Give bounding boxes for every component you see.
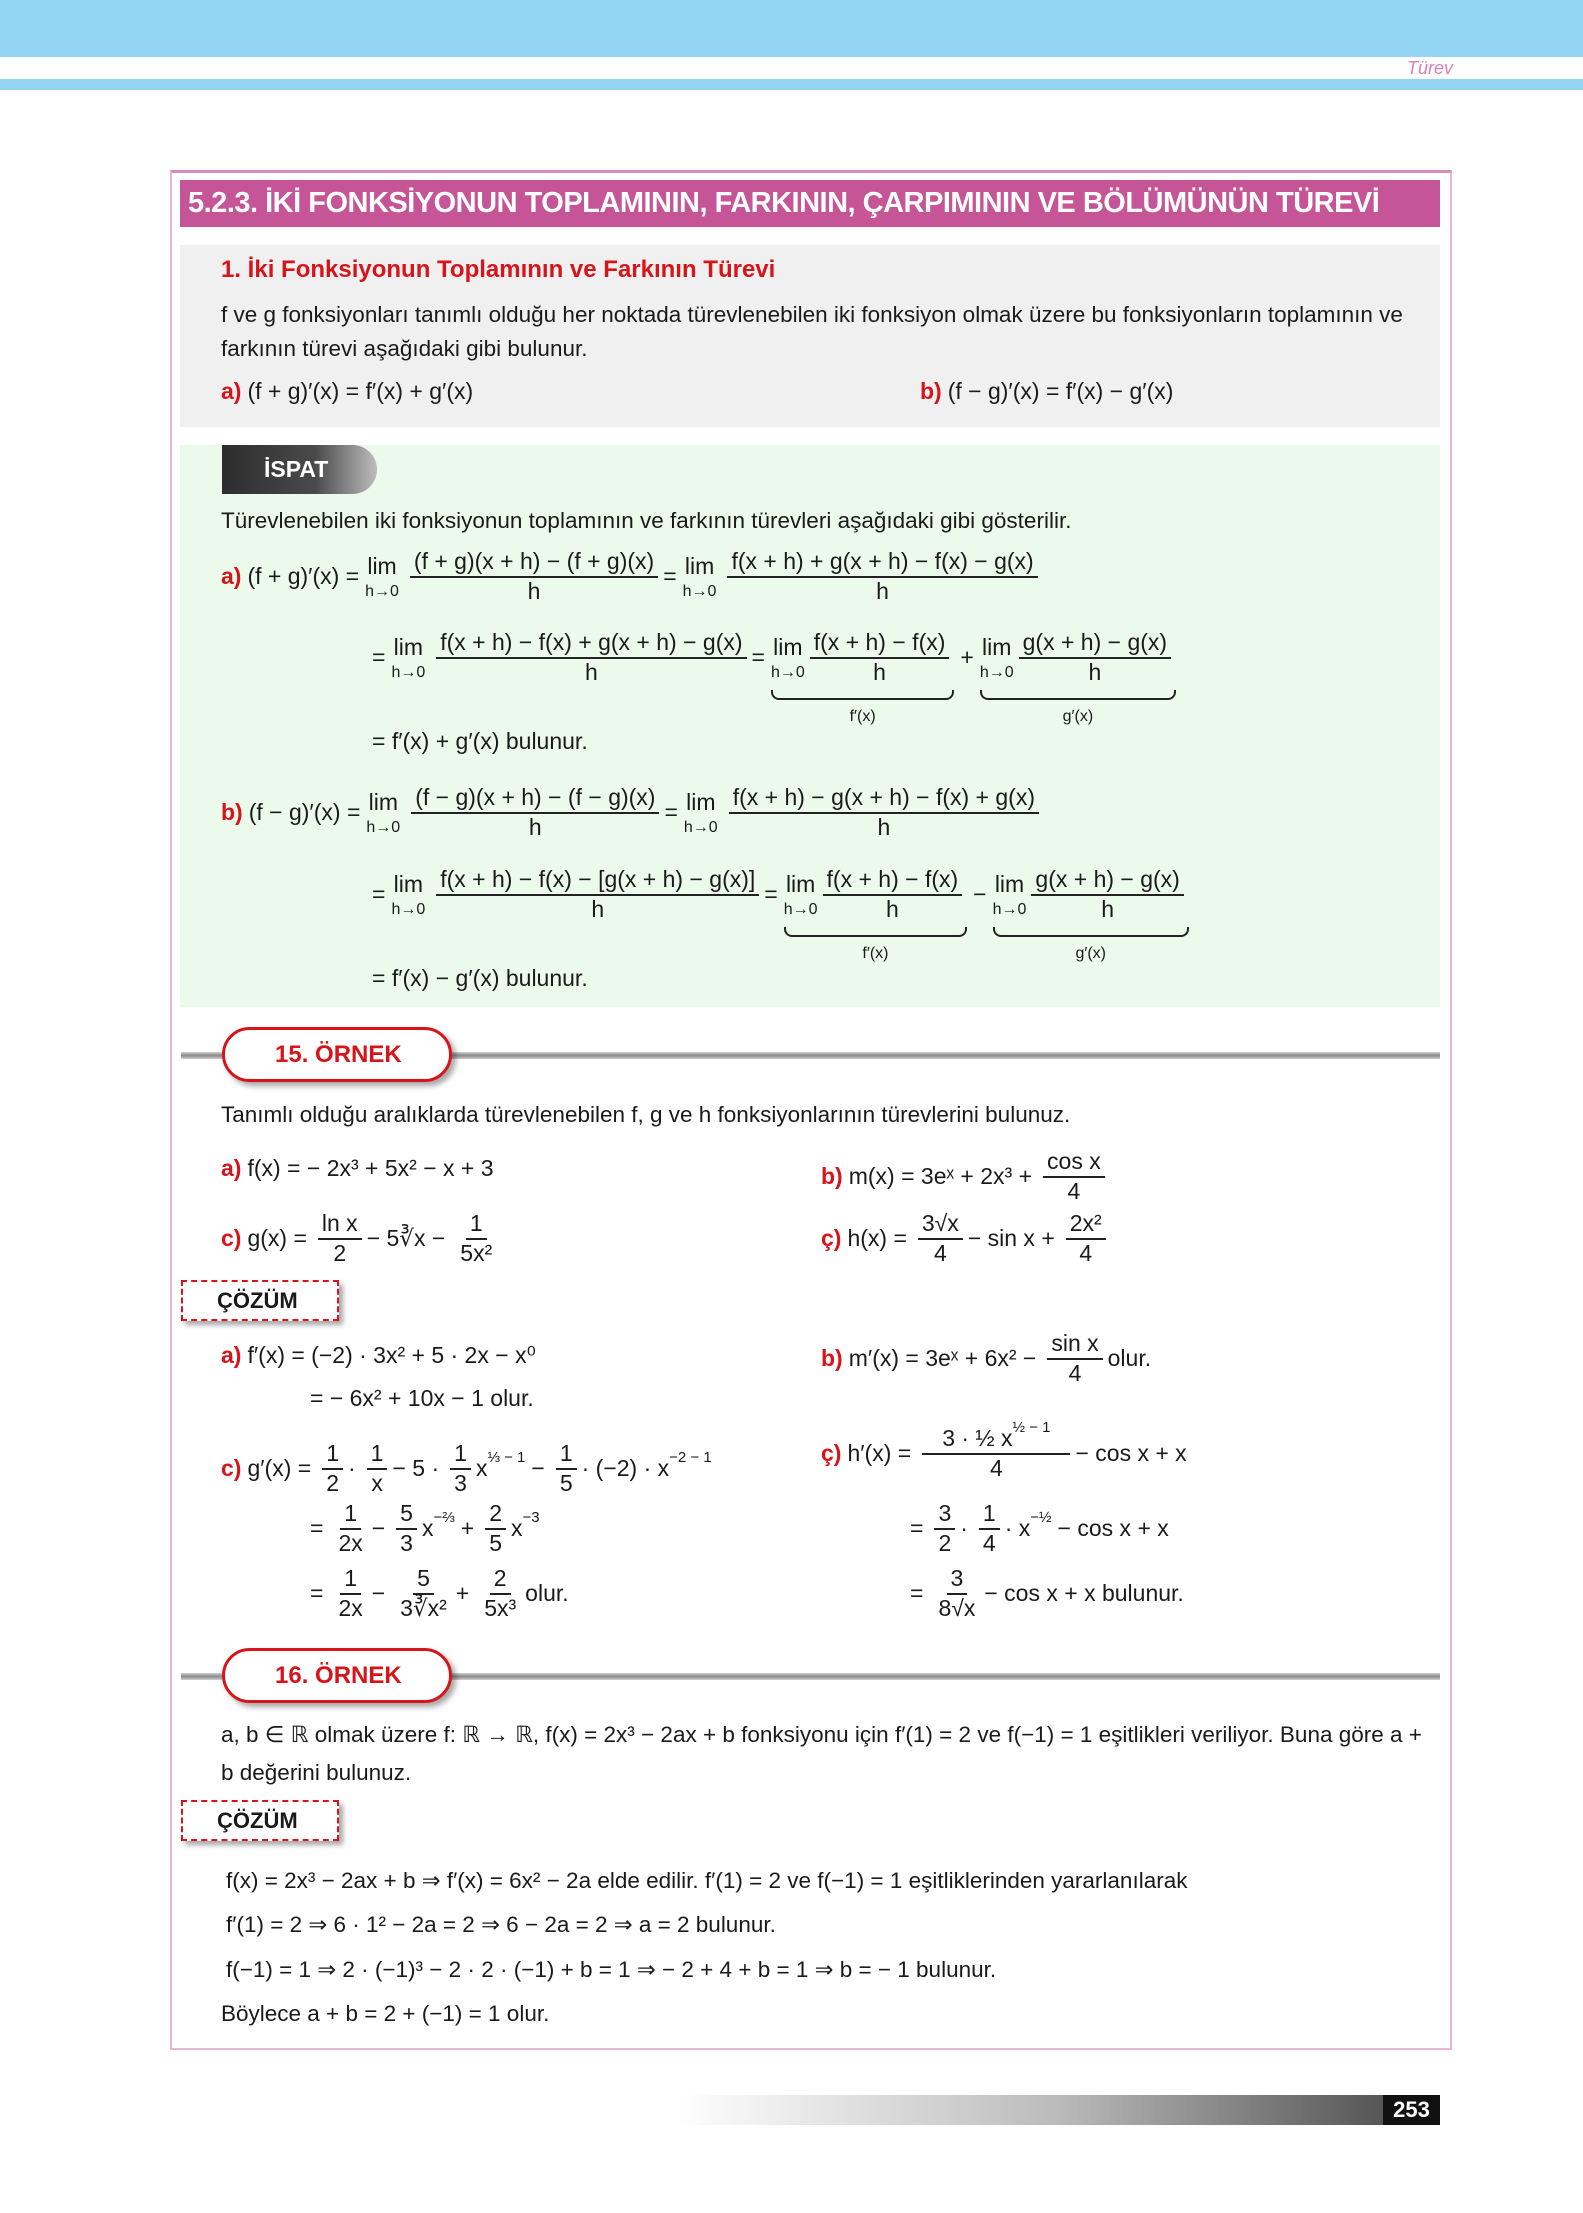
proof-a-result: = f′(x) + g′(x) bulunur. [372,728,588,754]
fraction: $\frac{(f + g)(x + h) - (f + g)(x)}{h}$ [410,548,658,605]
sol15-c-line3: = $\frac{1}{2x}$ − $\frac{5}{\text{3∛x²}}$ + $\frac{2}{\text{5x³}}$ olur. [310,1565,569,1621]
page-number: 253 [1383,2095,1440,2125]
plus: + [960,644,974,671]
fraction: $\frac{f(x + h) - g(x + h) - f(x) + g(x)}{h}$ [729,784,1039,841]
proof-b-line2 [372,866,1195,963]
sol15-cc-line3: = $\frac{3}{8√x}$ − cos x + x bulunur. [910,1565,1184,1621]
sol15-c-line1: c) g′(x) = $\frac{1}{2}$ · $\frac{1}{x}$ − 5 · $\frac{1}{3}$ $x^{\frac{1}{3} - 1}$ − $\frac{1}{5}$ · $(-2) \cdot x^{-2 - 1}$ [221,1440,712,1496]
limit: lim h→0 [683,789,718,837]
sol15-cc-line1: ç) h′(x) = $\frac{3 \cdot \frac{1}{2} x^{\frac{1}{2} - 1}}{4}$ − cos x + x [821,1419,1187,1481]
example-15-task: Tanımlı olduğu aralıklarda türevlenebilen f, g ve h fonksiyonlarının türevlerini bulunuz. [221,1102,1071,1127]
limit: lim h→0 [391,871,426,919]
fraction: $\frac{f(x + h) - f(x) - [g(x + h) - g(x)]}{h}$ [436,866,759,923]
example-15-badge: 15. ÖRNEK [222,1027,452,1082]
sol15-a-line1: a) f′(x) = (−2) · 3x² + 5 · 2x − x⁰ [221,1342,536,1368]
fraction: $\frac{(f - g)(x + h) - (f - g)(x)}{h}$ [411,784,659,841]
example-16-task: a, b ∈ ℝ olmak üzere f: ℝ → ℝ, f(x) = 2x³ − 2ax + b fonksiyonu için f′(1) = 2 ve f(−1) = 1 eşitlikleri veriliyor. Buna göre a + b değerini bulunuz. [221,1722,1422,1785]
footer-gradient-bar [677,2095,1440,2125]
proof-b-line1 [221,784,1044,841]
sol15-c-line2: = $\frac{1}{2x}$ − $\frac{5}{3}$ $x^{-\frac{2}{3}}$ + $\frac{2}{5}$ $x^{-3}$ [310,1500,540,1556]
proof-a-line1 [221,548,1043,605]
item-label: a) [221,563,242,590]
limit: lim h→0 [391,634,426,682]
limit: lim h→0 [365,553,399,601]
equals: = [664,799,678,826]
equals: = [663,563,677,590]
underbrace-fprime: lim h→0 $\frac{f(x + h) - f(x)}{h}$ f′(x) [771,629,954,686]
ex15-cc: ç) h(x) = $\frac{3√x}{4}$ − sin x + $\frac{\text{2x²}}{4}$ [821,1210,1111,1267]
rule-sum [221,378,479,405]
equals: = [764,881,778,908]
equals: = [372,881,386,908]
proof-intro: Türevlenebilen iki fonksiyonun toplamının ve farkının türevleri aşağıdaki gibi gösterilir. [221,508,1072,533]
solution-15-label: ÇÖZÜM [181,1280,339,1321]
item-label: b) [920,378,942,404]
sol15-b: b) m′(x) = 3eˣ + 6x² − $\frac{\text{sin x}}{4}$ olur. [821,1330,1152,1386]
proof-tab: İSPAT [222,445,377,494]
underbrace-gprime: lim h→0 $\frac{g(x + h) - g(x)}{h}$ g′(x) [980,629,1176,686]
sol16-line: f(x) = 2x³ − 2ax + b ⇒ f′(x) = 6x² − 2a elde edilir. f′(1) = 2 ve f(−1) = 1 eşitliklerinden yararlanılarak [226,1868,1188,1893]
proof-b-result: = f′(x) − g′(x) bulunur. [372,965,588,991]
item-label: b) [221,799,243,826]
item-label: a) [221,378,242,404]
section-title: 5.2.3. İKİ FONKSİYONUN TOPLAMININ, FARKININ, ÇARPIMININ VE BÖLÜMÜNÜN TÜREVİ [180,180,1440,227]
proof-a-line2 [372,629,1182,726]
formula: (f − g)′(x) = f′(x) − g′(x) [947,378,1174,404]
underbrace-fprime: lim h→0 $\frac{f(x + h) - f(x)}{h}$ f′(x) [784,866,967,923]
underbrace-gprime: lim h→0 $\frac{g(x + h) - g(x)}{h}$ g′(x) [993,866,1189,923]
lhs: (f − g)′(x) = [248,799,361,826]
sol15-a-line2: = − 6x² + 10x − 1 olur. [310,1385,534,1411]
sol16-line: f′(1) = 2 ⇒ 6 · 1² − 2a = 2 ⇒ 6 − 2a = 2 ⇒ a = 2 bulunur. [226,1912,776,1937]
fraction: $\frac{f(x + h) - f(x) + g(x + h) - g(x)}{h}$ [436,629,746,686]
equals: = [751,644,765,671]
rule-difference [920,378,1179,405]
ex15-a: a) f(x) = − 2x³ + 5x² − x + 3 [221,1155,494,1181]
running-header: Türev [1406,58,1453,78]
minus: − [973,881,987,908]
sol16-line: Böylece a + b = 2 + (−1) = 1 olur. [221,2001,550,2026]
lhs: (f + g)′(x) = [247,563,360,590]
definition-text: f ve g fonksiyonları tanımlı olduğu her noktada türevlenebilen iki fonksiyon olmak üzere bu fonksiyonların toplamının ve farkının türevi aşağıdaki gibi bulunur. [221,302,1403,361]
header-stripe [0,79,1583,90]
ex15-b: b) m(x) = 3eˣ + 2x³ + $\frac{\text{cos x}}{4}$ [821,1148,1110,1205]
top-color-band [0,0,1583,57]
sol15-cc-line2: = $\frac{3}{2}$ · $\frac{1}{4}$ · $x^{-\frac{1}{2}}$ − cos x + x [910,1500,1169,1556]
formula: (f + g)′(x) = f′(x) + g′(x) [247,378,474,404]
subsection-title: 1. İki Fonksiyonun Toplamının ve Farkının Türevi [221,256,776,283]
limit: lim h→0 [366,789,401,837]
sol16-line: f(−1) = 1 ⇒ 2 · (−1)³ − 2 · 2 · (−1) + b = 1 ⇒ − 2 + 4 + b = 1 ⇒ b = − 1 bulunur. [226,1957,997,1982]
fraction: $\frac{f(x + h) + g(x + h) - f(x) - g(x)}{h}$ [727,548,1037,605]
ex15-c: c) g(x) = $\frac{\text{ln x}}{2}$ − 5∛x − $\frac{1}{\text{5x²}}$ [221,1210,493,1266]
solution-16-label: ÇÖZÜM [181,1800,339,1841]
limit: lim h→0 [682,553,717,601]
equals: = [372,644,386,671]
example-16-badge: 16. ÖRNEK [222,1648,452,1703]
